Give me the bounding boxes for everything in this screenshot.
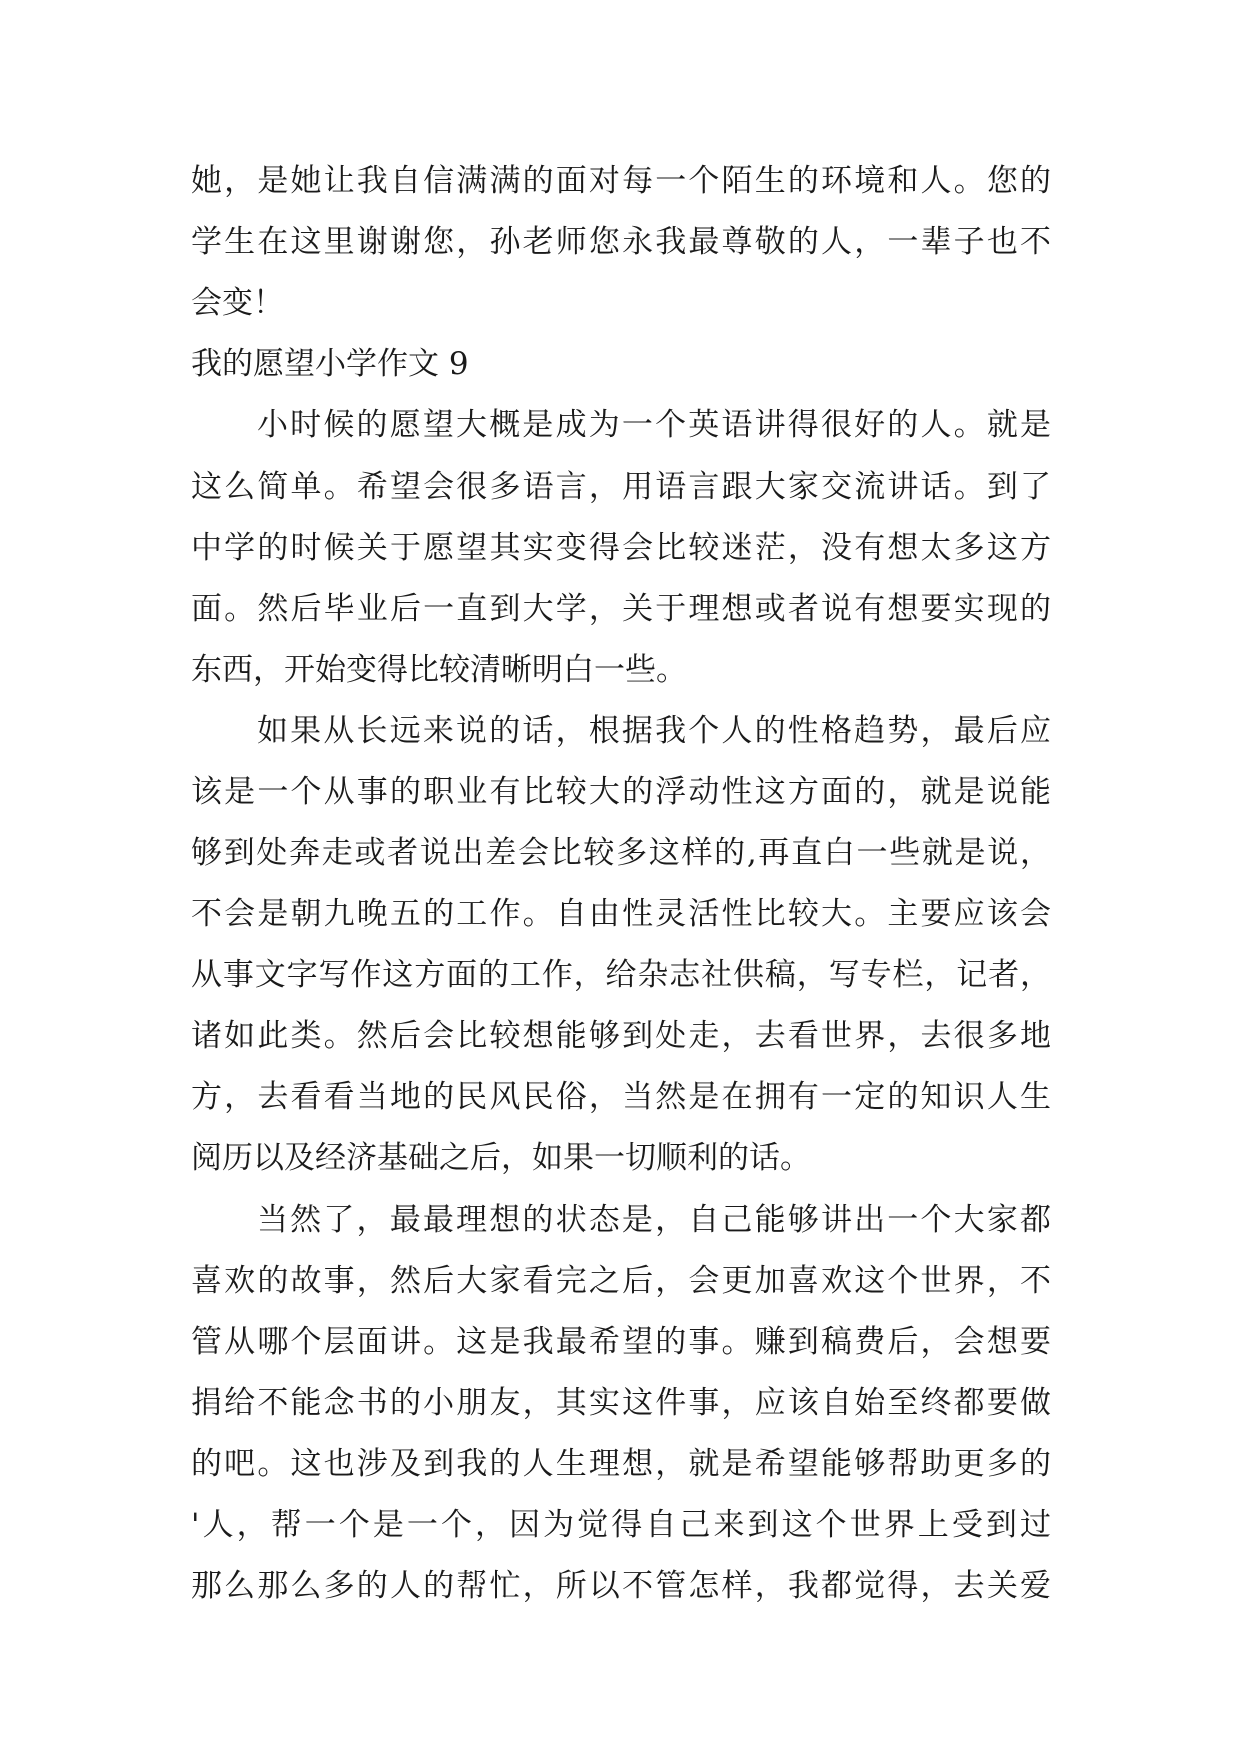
text-line: 够到处奔走或者说出差会比较多这样的,再直白一些就是说， <box>191 835 1051 871</box>
text-line: '人，帮一个是一个，因为觉得自己来到这个世界上受到过 <box>191 1507 1051 1543</box>
text-line: 从事文字写作这方面的工作，给杂志社供稿，写专栏，记者， <box>191 957 1051 993</box>
text-line: 捐给不能念书的小朋友，其实这件事，应该自始至终都要做 <box>191 1385 1051 1421</box>
text-line: 诸如此类。然后会比较想能够到处走，去看世界，去很多地 <box>191 1018 1051 1054</box>
text-line: 该是一个从事的职业有比较大的浮动性这方面的，就是说能 <box>191 774 1051 810</box>
text-line: 会变！ <box>191 285 284 321</box>
text-line: 她，是她让我自信满满的面对每一个陌生的环境和人。您的 <box>191 163 1051 199</box>
text-line: 不会是朝九晚五的工作。自由性灵活性比较大。主要应该会 <box>191 896 1051 932</box>
text-line: 这么简单。希望会很多语言，用语言跟大家交流讲话。到了 <box>191 469 1051 505</box>
text-line: 那么那么多的人的帮忙，所以不管怎样，我都觉得，去关爱 <box>191 1568 1051 1604</box>
text-line: 阅历以及经济基础之后，如果一切顺利的话。 <box>191 1140 811 1176</box>
text-line: 学生在这里谢谢您，孙老师您永我最尊敬的人，一辈子也不 <box>191 224 1051 260</box>
section-heading: 我的愿望小学作文 9 <box>191 346 469 382</box>
text-line: 东西，开始变得比较清晰明白一些。 <box>191 652 687 688</box>
text-line: 中学的时候关于愿望其实变得会比较迷茫，没有想太多这方 <box>191 530 1051 566</box>
text-line: 的吧。这也涉及到我的人生理想，就是希望能够帮助更多的 <box>191 1446 1051 1482</box>
text-line: 小时候的愿望大概是成为一个英语讲得很好的人。就是 <box>257 407 1051 443</box>
text-line: 如果从长远来说的话，根据我个人的性格趋势，最后应 <box>257 713 1051 749</box>
text-line: 面。然后毕业后一直到大学，关于理想或者说有想要实现的 <box>191 591 1051 627</box>
text-line: 管从哪个层面讲。这是我最希望的事。赚到稿费后，会想要 <box>191 1324 1051 1360</box>
text-line: 喜欢的故事，然后大家看完之后，会更加喜欢这个世界，不 <box>191 1263 1051 1299</box>
text-line: 方，去看看当地的民风民俗，当然是在拥有一定的知识人生 <box>191 1079 1051 1115</box>
text-line: 当然了，最最理想的状态是，自己能够讲出一个大家都 <box>257 1202 1051 1238</box>
